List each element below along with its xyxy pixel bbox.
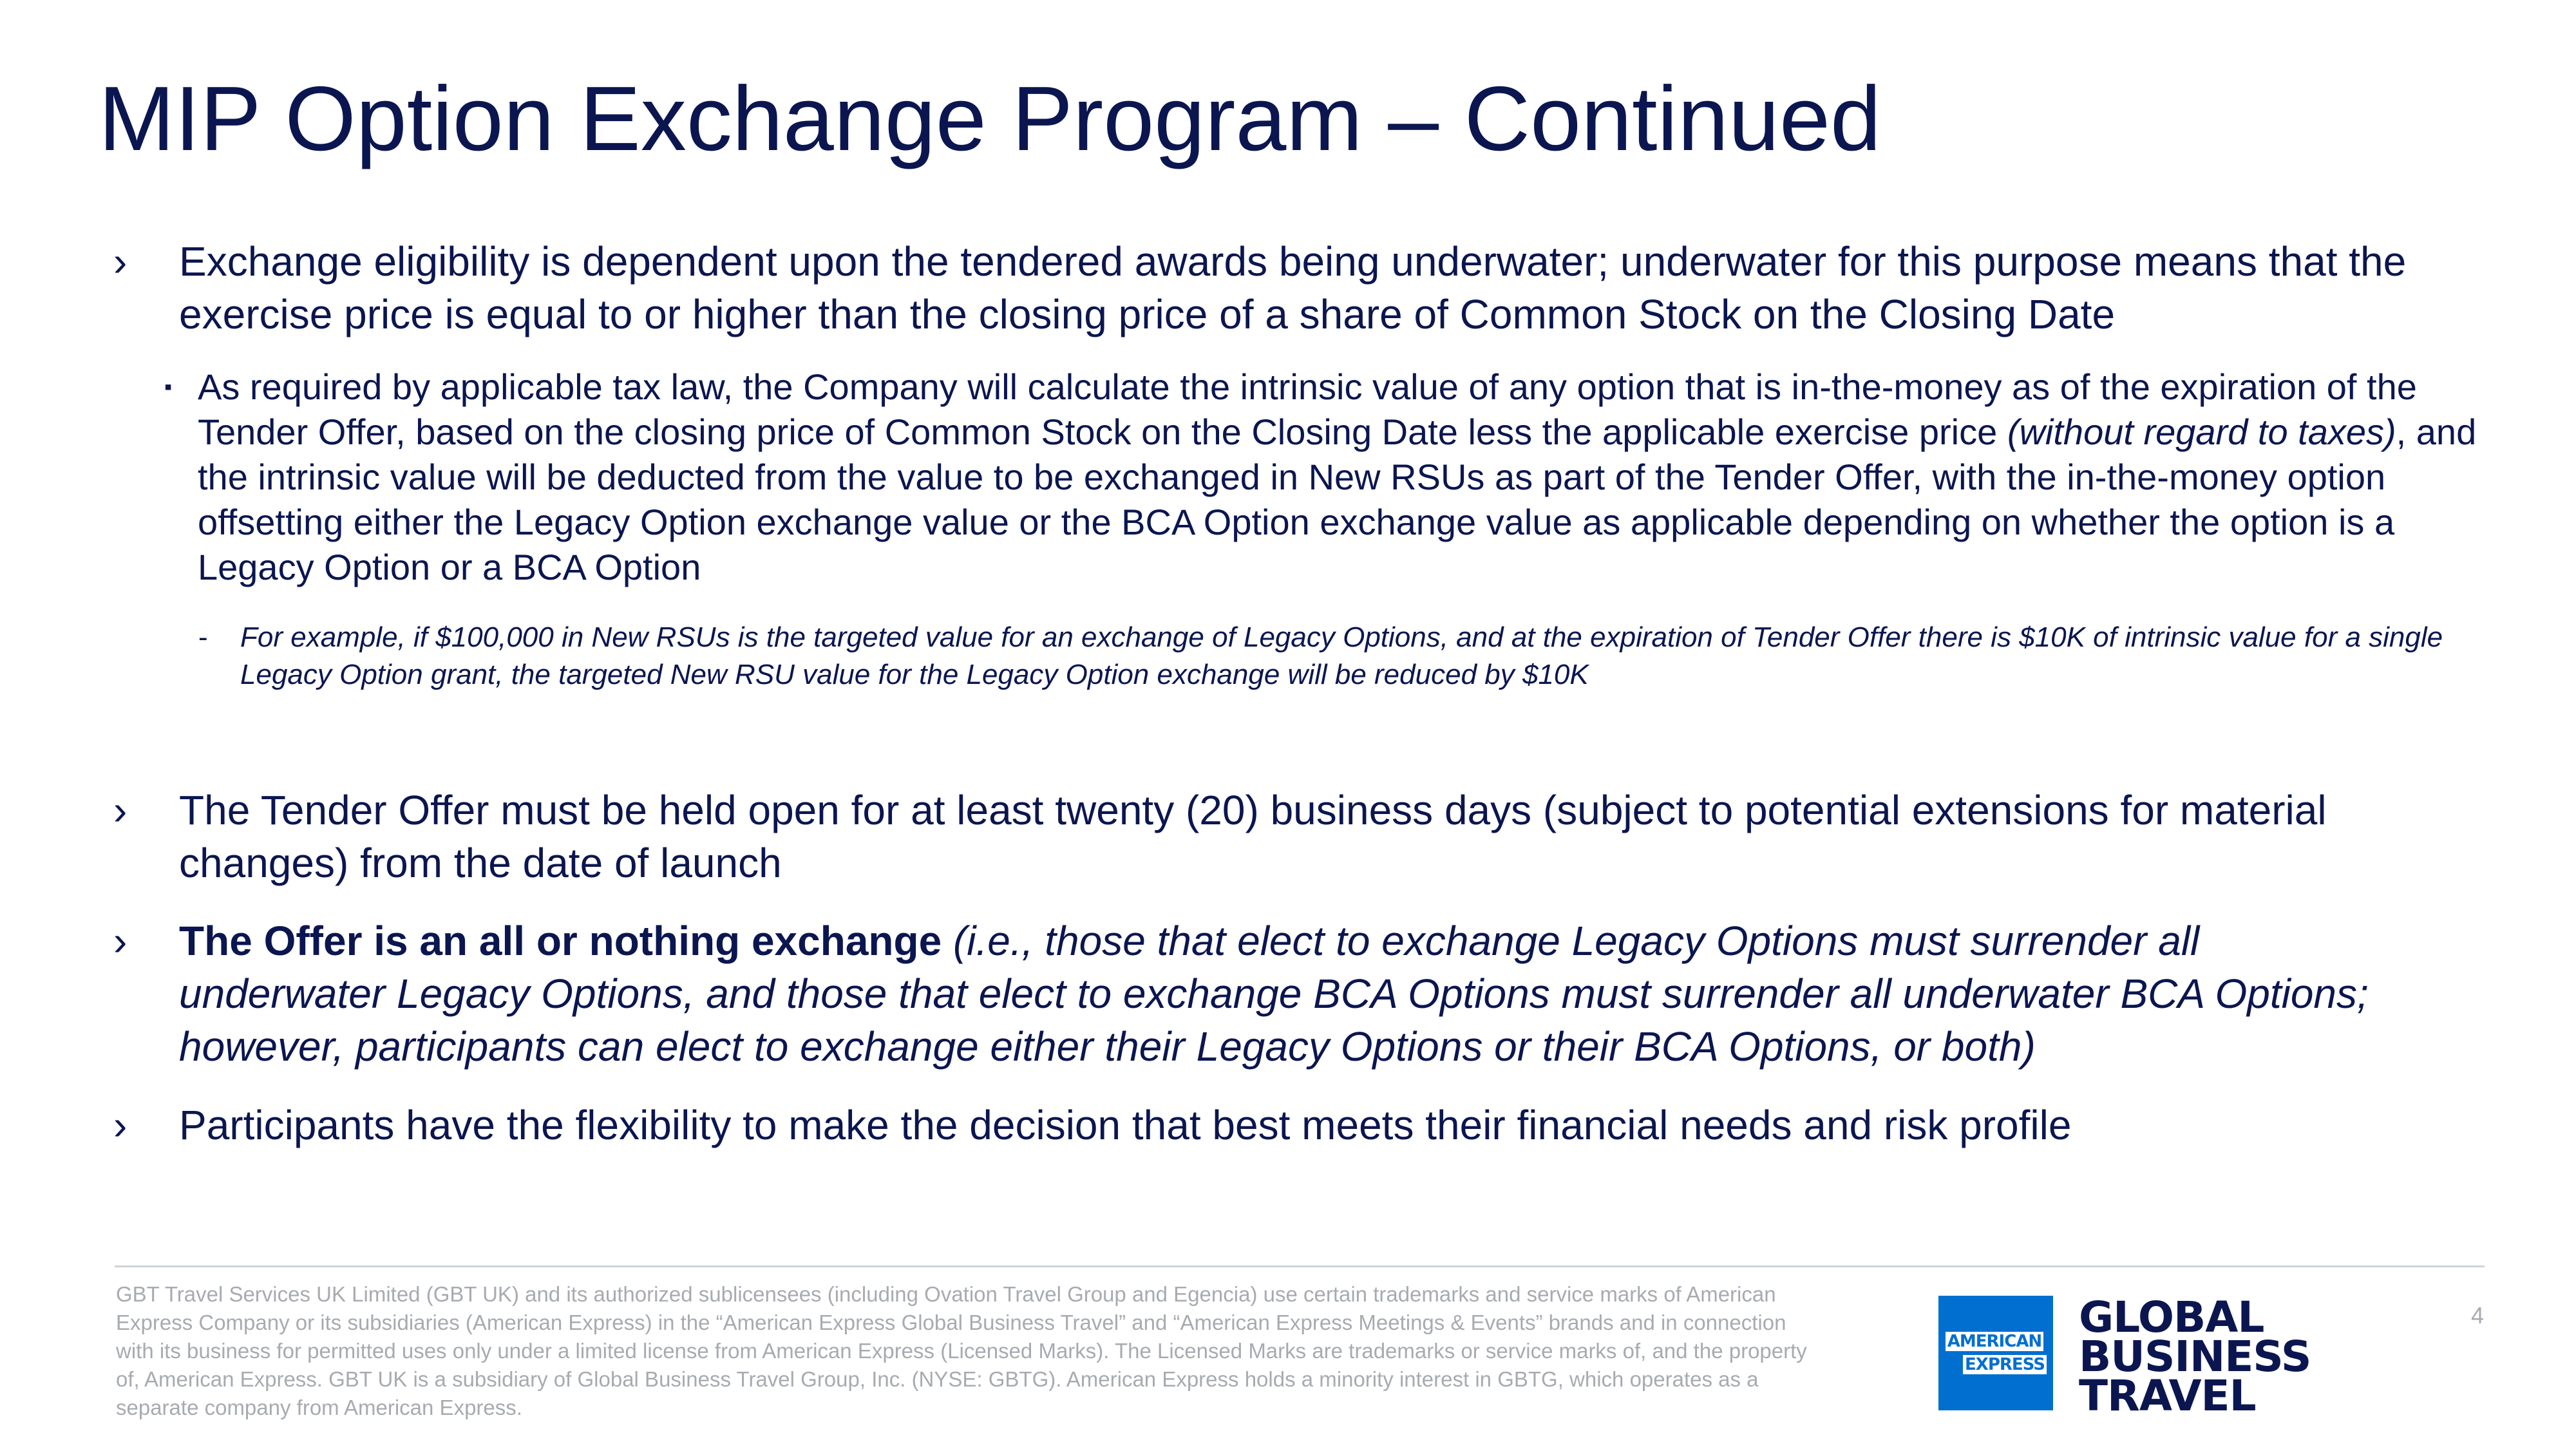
- bullet-tender-offer-period: [113, 784, 2485, 889]
- sub-bullet-text-italic: (without regard to taxes): [2007, 412, 2396, 452]
- sub-bullet-text-b: , and the intrinsic value will be deducted from the value to be exchanged in New RSUs as part of the Tender Offer, with the in-the-money option offsetting either the Legacy Option exchange value or the BCA Option exchange value as applicable depending on whether the option is a Legacy Option or a BCA Option: [198, 412, 2477, 587]
- sub-bullet-intrinsic-value: [164, 365, 2490, 590]
- amex-logo-line2: EXPRESS: [1963, 1355, 2047, 1374]
- sub-bullet-text-a: As required by applicable tax law, the Company will calculate the intrinsic value of any option that is in-the-money as of the expiration of the Tender Offer, based on the closing price of Common Stock on the Closing Date less the applicable exercise price: [198, 366, 2417, 452]
- example-note-text: For example, if $100,000 in New RSUs is the targeted value for an exchange of Legacy Options, and at the expiration of Tender Offer there is $10K of intrinsic value for a single Legacy Option grant, the targeted New RSU value for the Legacy Option exchange will be reduced by $10K: [240, 621, 2443, 690]
- gbt-logo-line1: GLOBAL: [2079, 1293, 2264, 1342]
- amex-logo-line1: AMERICAN: [1946, 1332, 2043, 1351]
- footer-disclaimer: GBT Travel Services UK Limited (GBT UK) and its authorized sublicensees (including Ovation Travel Group and Egencia) use certain trademarks and service marks of American Express Company or its subsidiaries (American Express) in the “American Express Global Business Travel” and “American Express Meetings & Events” brands and in connection with its business for permitted uses only under a limited license from American Express (Licensed Marks). The Licensed Marks are trademarks or service marks of, and the property of, American Express. GBT UK is a subsidiary of Global Business Travel Group, Inc. (NYSE: GBTG). American Express holds a minority interest in GBTG, which operates as a separate company from American Express.: [116, 1282, 1807, 1419]
- bullet-text: The Tender Offer must be held open for at least twenty (20) business days (subject to potential extensions for material changes) from the date of launch: [179, 787, 2327, 886]
- bullet-all-or-nothing: [113, 914, 2382, 1073]
- page-title: MIP Option Exchange Program – Continued: [99, 68, 1881, 170]
- bullet-marker: ›: [113, 918, 128, 964]
- gbt-logo-line3: TRAVEL: [2079, 1371, 2256, 1421]
- bullet-marker: ›: [113, 1102, 128, 1148]
- gbt-logo-line2: BUSINESS: [2079, 1332, 2311, 1381]
- american-express-logo: [1938, 1296, 2053, 1410]
- bullet-marker: ›: [113, 238, 128, 285]
- bullet-text: Exchange eligibility is dependent upon the tendered awards being underwater; underwater for this purpose means that the exercise price is equal to or higher than the closing price of a share of Common Stock on the Closing Date: [179, 238, 2407, 337]
- square-bullet-icon: ▪: [164, 375, 173, 399]
- bullet-text: Participants have the flexibility to make the decision that best meets their financial needs and risk profile: [179, 1102, 2072, 1148]
- footer-divider: [115, 1265, 2485, 1267]
- example-note: [198, 619, 2501, 694]
- bullet-italic-text: (i.e., those that elect to exchange Legacy Options must surrender all underwater Legacy Options, and those that elect to exchange BCA Options must surrender all underwater BCA Options; however, participants can elect to exchange either their Legacy Options or their BCA Options, or both): [179, 918, 2369, 1070]
- dash-marker: -: [198, 621, 208, 653]
- bullet-bold-text: The Offer is an all or nothing exchange: [179, 918, 942, 964]
- bullet-exchange-eligibility: [113, 235, 2485, 341]
- page-number: 4: [2470, 1302, 2484, 1329]
- global-business-travel-logo: [2079, 1293, 2311, 1421]
- bullet-flexibility: [113, 1099, 2446, 1151]
- bullet-marker: ›: [113, 787, 128, 833]
